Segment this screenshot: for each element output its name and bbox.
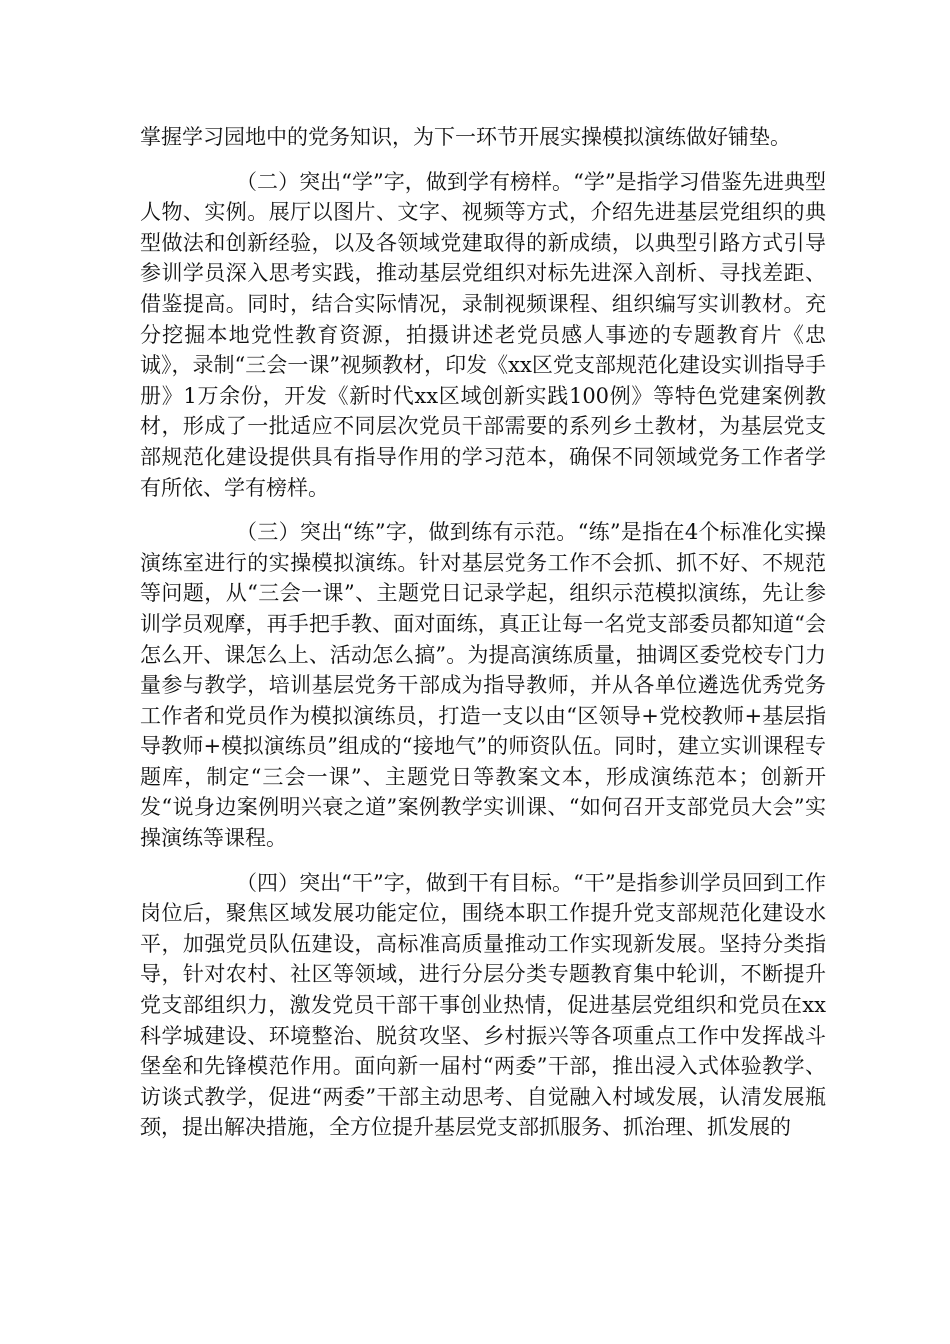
paragraph-section-3: （三）突出“练”字，做到练有示范。“练”是指在4个标准化实操演练室进行的实操模拟演练。针对基层党务工作不会抓、抓不好、不规范等问题，从“三会一课”、主题党日记录学起，组织示范模拟演练，先让参训学员观摩，再手把手教、面对面练，真正让每一名党支部委员都知道“会怎么开、课怎么上、活动怎么搞”。为提高演练质量，抽调区委党校专门力量参与教学，培训基层党务干部成为指导教师，并从各单位遴选优秀党务工作者和党员作为模拟演练员，打造一支以由“区领导+党校教师+基层指导教师+模拟演练员”组成的“接地气”的师资队伍。同时，建立实训课程专题库，制定“三会一课”、主题党日等教案文本，形成演练范本；创新开发“说身边案例明兴衰之道”案例教学实训课、“如何召开支部党员大会”实操演练等课程。 [140, 520, 826, 851]
paragraph-continuation: 掌握学习园地中的党务知识，为下一环节开展实操模拟演练做好铺垫。 [140, 125, 791, 149]
paragraph-section-2: （二）突出“学”字，做到学有榜样。“学”是指学习借鉴先进典型人物、实例。展厅以图片、文字、视频等方式，介绍先进基层党组织的典型做法和创新经验，以及各领域党建取得的新成绩，以典型引路方式引导参训学员深入思考实践，推动基层党组织对标先进深入剖析、寻找差距、借鉴提高。同时，结合实际情况，录制视频课程、组织编写实训教材。充分挖掘本地党性教育资源，拍摄讲述老党员感人事迹的专题教育片《忠诚》，录制“三会一课”视频教材，印发《xx区党支部规范化建设实训指导手册》1万余份，开发《新时代xx区域创新实践100例》等特色党建案例教材，形成了一批适应不同层次党员干部需要的系列乡土教材，为基层党支部规范化建设提供具有指导作用的学习范本，确保不同领域党务工作者学有所依、学有榜样。 [140, 169, 826, 500]
document-page [140, 122, 826, 1143]
paragraph-section-4: （四）突出“干”字，做到干有目标。“干”是指参训学员回到工作岗位后，聚焦区域发展功能定位，围绕本职工作提升党支部规范化建设水平，加强党员队伍建设，高标准高质量推动工作实现新发展。坚持分类指导，针对农村、社区等领域，进行分层分类专题教育集中轮训，不断提升党支部组织力，激发党员干部干事创业热情，促进基层党组织和党员在xx科学城建设、环境整治、脱贫攻坚、乡村振兴等各项重点工作中发挥战斗堡垒和先锋模范作用。面向新一届村“两委”干部，推出浸入式体验教学、访谈式教学，促进“两委”干部主动思考、自觉融入村域发展，认清发展瓶颈，提出解决措施，全方位提升基层党支部抓服务、抓治理、抓发展的 [140, 870, 826, 1140]
